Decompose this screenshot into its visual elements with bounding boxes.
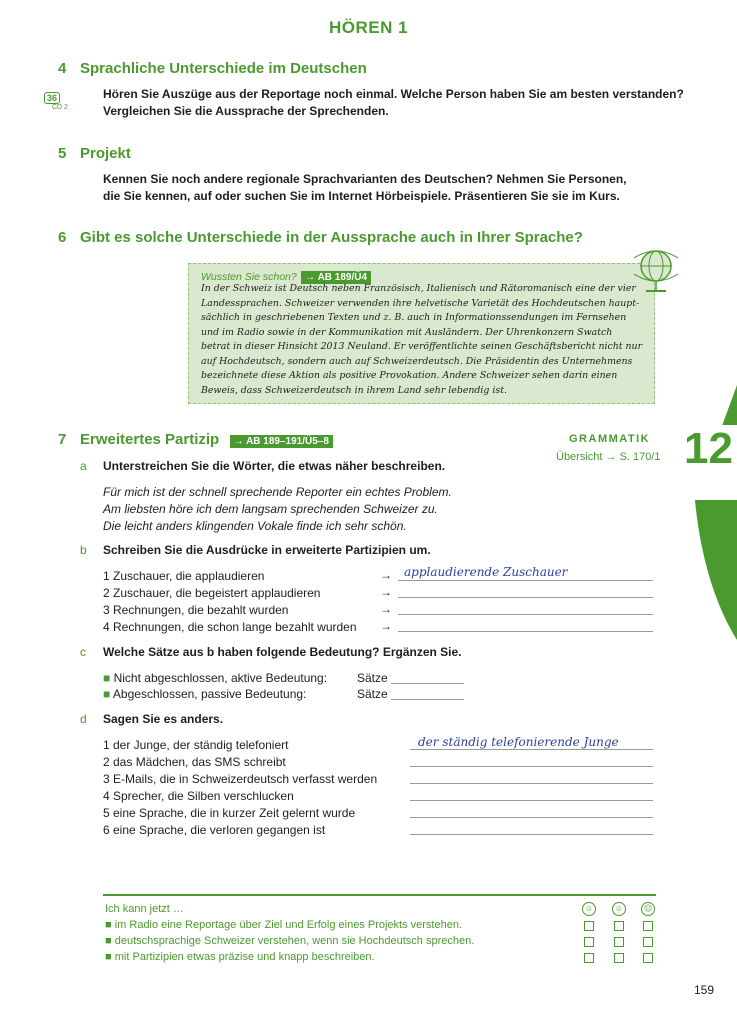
task-c-letter: c — [80, 645, 86, 659]
section-7-heading — [80, 431, 333, 449]
bullet-icon: ■ — [105, 951, 112, 963]
answer-line[interactable] — [410, 783, 653, 784]
bullet-icon: ■ — [105, 919, 112, 931]
answer-line[interactable] — [410, 800, 653, 801]
handwritten-answer: der ständig telefonierende Junge — [418, 735, 619, 749]
self-check-checkbox[interactable] — [643, 937, 653, 947]
answer-line[interactable] — [398, 580, 653, 581]
self-check-checkbox[interactable] — [584, 937, 594, 947]
task-b-item: 2 Zuschauer, die begeistert applaudieren — [103, 586, 321, 600]
bullet-icon: ■ — [105, 935, 112, 947]
example-sentence: Für mich ist der schnell sprechende Reporter ein echtes Problem. — [103, 485, 452, 499]
example-sentence: Am liebsten höre ich dem langsam sprechenden Schweizer zu. — [103, 502, 438, 516]
self-check-checkbox[interactable] — [643, 953, 653, 963]
handwritten-answer: applaudierende Zuschauer — [404, 565, 568, 579]
self-check-text: mit Partizipien etwas präzise und knapp beschreiben. — [114, 951, 375, 963]
task-b-letter: b — [80, 543, 87, 557]
task-d-letter: d — [80, 712, 87, 726]
self-check-item — [105, 917, 474, 933]
info-box-line: In der Schweiz ist Deutsch neben Französisch, Italienisch und Rätoromanisch eine der vier — [201, 283, 636, 294]
answer-line[interactable] — [410, 766, 653, 767]
self-check-title: Ich kann jetzt … — [105, 903, 184, 915]
task-b-items — [103, 568, 357, 636]
task-c-label: Abgeschlossen, passive Bedeutung: — [112, 687, 307, 701]
self-check-checkbox[interactable] — [643, 921, 653, 931]
arrow: → — [380, 619, 392, 633]
section-4-instruction-line-2: Vergleichen Sie die Aussprache der Sprechenden. — [103, 104, 389, 118]
section-4-instruction-line-1: Hören Sie Auszüge aus der Reportage noch einmal. Welche Person haben Sie am besten verstanden? — [103, 87, 684, 101]
task-b-item: 1 Zuschauer, die applaudieren — [103, 569, 265, 583]
section-6-number: 6 — [58, 229, 67, 246]
self-check-checkbox[interactable] — [614, 937, 624, 947]
task-c-instruction: Welche Sätze aus b haben folgende Bedeutung? Ergänzen Sie. — [103, 645, 462, 659]
task-b-instruction: Schreiben Sie die Ausdrücke in erweiterte Partizipien um. — [103, 543, 431, 557]
globe-icon — [626, 244, 686, 296]
section-5-instruction-line-2: die Sie kennen, auf oder suchen Sie im Internet Hörbeispiele. Präsentieren Sie sie im Kurs. — [103, 189, 620, 203]
task-d-item: 5 eine Sprache, die in kurzer Zeit gelernt wurde — [103, 806, 356, 820]
bullet-icon: ■ — [103, 687, 111, 701]
self-check-item — [105, 949, 474, 965]
answer-line[interactable] — [410, 817, 653, 818]
self-check-divider — [103, 894, 656, 896]
chapter-number: 12 — [684, 424, 733, 473]
section-4-title: Sprachliche Unterschiede im Deutschen — [80, 60, 367, 77]
section-5-instruction-line-1: Kennen Sie noch andere regionale Sprachvarianten des Deutschen? Nehmen Sie Personen, — [103, 172, 627, 186]
self-check-text: deutschsprachige Schweizer verstehen, wenn sie Hochdeutsch sprechen. — [114, 935, 475, 947]
task-d-item: 1 der Junge, der ständig telefoniert — [103, 738, 289, 752]
self-check-checkbox[interactable] — [584, 953, 594, 963]
self-check-checkbox[interactable] — [614, 953, 624, 963]
task-a-examples — [103, 484, 452, 535]
self-check-text: im Radio eine Reportage über Ziel und Erfolg eines Projekts verstehen. — [114, 919, 463, 931]
section-5-number: 5 — [58, 145, 67, 162]
info-box-line: Landessprachen. Schweizer verwenden ihre helvetische Varietät des Hochdeutschen haupt- — [201, 297, 640, 309]
arrow: → — [380, 585, 392, 599]
answer-line[interactable] — [391, 683, 464, 684]
task-c-item — [103, 670, 327, 687]
answer-line[interactable] — [410, 834, 653, 835]
audio-track-number: 36 — [44, 92, 60, 104]
page-number: 159 — [694, 983, 715, 997]
info-box-title: Wussten Sie schon? — [201, 271, 297, 283]
page-title: HÖREN 1 — [328, 18, 409, 37]
grammar-reference[interactable]: Übersicht → S. 170/1 — [556, 451, 661, 463]
info-box-line: auf Hochdeutsch, sondern auch auf Schweizerdeutsch. Die Präsidentin des Unternehmens — [201, 355, 633, 367]
task-a-instruction: Unterstreichen Sie die Wörter, die etwas näher beschreiben. — [103, 459, 446, 473]
arrow: → — [380, 568, 392, 582]
section-6-title: Gibt es solche Unterschiede in der Aussprache auch in Ihrer Sprache? — [80, 229, 583, 246]
task-d-items — [103, 737, 377, 839]
info-box-line: sächlich in geschriebenen Texten und z. B. auch in Informationssendungen im Fernsehen — [201, 312, 627, 323]
answer-line[interactable] — [398, 597, 653, 598]
self-check-checkbox[interactable] — [614, 921, 624, 931]
task-a-letter: a — [80, 459, 87, 473]
section-7-number: 7 — [58, 431, 67, 448]
sad-smiley-icon: ☹ — [641, 902, 655, 916]
info-box-line: Beweis, dass Schweizerdeutsch in ihrem Land sehr lebendig ist. — [201, 384, 507, 396]
cd-label: CD 2 — [52, 104, 68, 111]
section-5-title: Projekt — [80, 145, 131, 162]
info-box-line: betrat in dieser Hinsicht 2013 Neuland. Er veröffentlichte seinen Geschäftsbericht nicht nur — [201, 341, 643, 352]
happy-smiley-icon: ☺ — [582, 902, 596, 916]
bullet-icon: ■ — [103, 671, 111, 685]
task-c-label: Nicht abgeschlossen, aktive Bedeutung: — [113, 671, 328, 685]
task-d-item: 3 E-Mails, die in Schweizerdeutsch verfasst werden — [103, 772, 378, 786]
task-d-item: 6 eine Sprache, die verloren gegangen ist — [103, 823, 326, 837]
section-4-number: 4 — [58, 60, 67, 77]
self-check-item — [105, 933, 474, 949]
answer-line[interactable] — [410, 749, 653, 750]
answer-line[interactable] — [391, 699, 464, 700]
section-7-title: Erweitertes Partizip — [80, 431, 220, 448]
task-c-word: Sätze — [357, 687, 388, 701]
task-d-item: 2 das Mädchen, das SMS schreibt — [103, 755, 286, 769]
task-d-item: 4 Sprecher, die Silben verschlucken — [103, 789, 294, 803]
task-d-instruction: Sagen Sie es anders. — [103, 712, 224, 726]
self-check-list — [105, 917, 474, 965]
example-sentence: Die leicht anders klingenden Vokale finde ich sehr schön. — [103, 519, 407, 533]
neutral-smiley-icon: ☺ — [612, 902, 626, 916]
arrow: → — [380, 602, 392, 616]
answer-line[interactable] — [398, 631, 653, 632]
info-box-line: und im Radio sowie in der Kommunikation mit Ausländern. Der Uhrenkonzern Swatch — [201, 326, 613, 338]
grammar-label: GRAMMATIK — [569, 433, 651, 445]
section-7-workbook-ref: → AB 189–191/Ü5–8 — [230, 435, 333, 448]
info-box-workbook-ref: → AB 189/Ü4 — [301, 271, 371, 284]
answer-line[interactable] — [398, 614, 653, 615]
task-b-item: 4 Rechnungen, die schon lange bezahlt wurden — [103, 620, 357, 634]
task-b-item: 3 Rechnungen, die bezahlt wurden — [103, 603, 289, 617]
task-c-word: Sätze — [357, 671, 388, 685]
task-c-item — [103, 686, 306, 703]
info-box-text — [201, 282, 646, 398]
self-check-checkbox[interactable] — [584, 921, 594, 931]
info-box-line: bezeichnete diese Aktion als positive Provokation. Andere Schweizer sehen darin einen — [201, 370, 618, 381]
